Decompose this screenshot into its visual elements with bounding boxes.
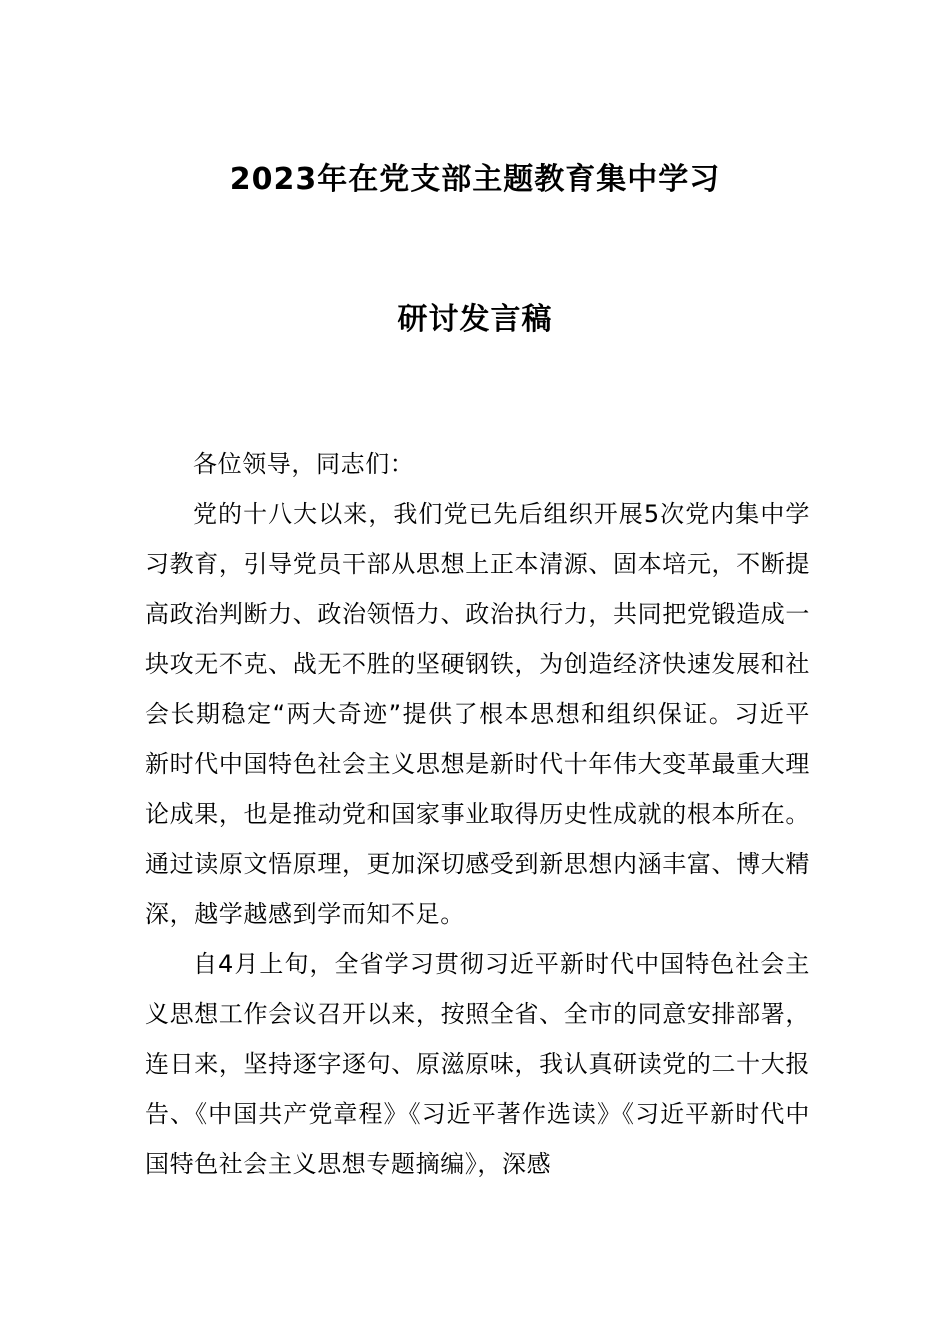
paragraph-2: 自4月上旬，全省学习贯彻习近平新时代中国特色社会主义思想工作会议召开以来，按照全省、全市的同意安排部署，连日来，坚持逐字逐句、原滋原味，我认真研读党的二十大报告、《中国共产党章程》《习近平著作选读》《习近平新时代中国特色社会主义思想专题摘编》，深感 bbox=[145, 950, 810, 1178]
document-body bbox=[145, 439, 810, 1189]
paragraph-1: 党的十八大以来，我们党已先后组织开展5次党内集中学习教育，引导党员干部从思想上正本清源、固本培元，不断提高政治判断力、政治领悟力、政治执行力，共同把党锻造成一块攻无不克、战无不胜的坚硬钢铁，为创造经济快速发展和社会长期稳定“两大奇迹”提供了根本思想和组织保证。习近平新时代中国特色社会主义思想是新时代十年伟大变革最重大理论成果，也是推动党和国家事业取得历史性成就的根本所在。通过读原文悟原理，更加深切感受到新思想内涵丰富、博大精深，越学越感到学而知不足。 bbox=[145, 500, 810, 928]
document-title-line-2: 研讨发言稿 bbox=[397, 302, 553, 337]
salutation: 各位领导，同志们： bbox=[193, 450, 415, 478]
document-title-line-1: 2023年在党支部主题教育集中学习 bbox=[229, 162, 721, 197]
